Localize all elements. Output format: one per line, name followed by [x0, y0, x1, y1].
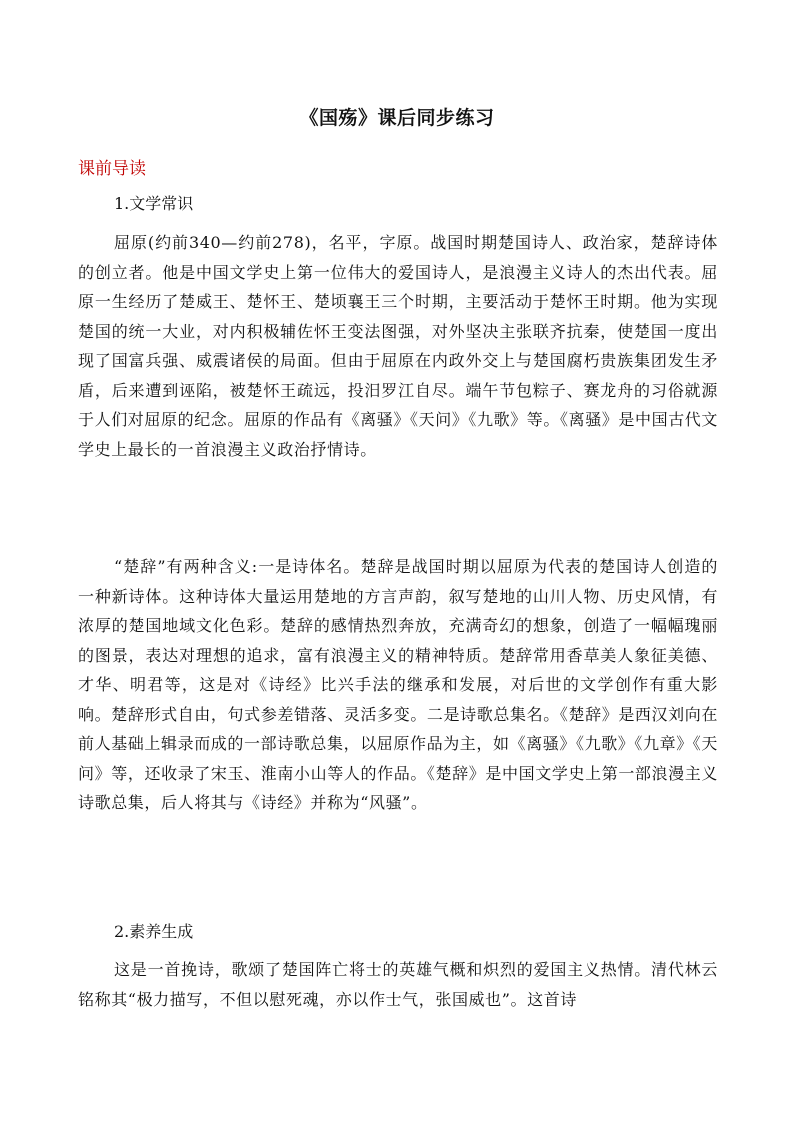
- paragraph-chu-ci: “楚辞”有两种含义:一是诗体名。楚辞是战国时期以屈原为代表的楚国诗人创造的一种新诗体。这种诗体大量运用楚地的方言声韵，叙写楚地的山川人物、历史风情，有浓厚的楚国地域文化色彩。楚辞的感情热烈奔放，充满奇幻的想象，创造了一幅幅瑰丽的图景，表达对理想的追求，富有浪漫主义的精神特质。楚辞常用香草美人象征美德、才华、明君等，这是对《诗经》比兴手法的继承和发展，对后世的文学创作有重大影响。楚辞形式自由，句式参差错落、灵活多变。二是诗歌总集名。《楚辞》是西汉刘向在前人基础上辑录而成的一部诗歌总集，以屈原作品为主，如《离骚》《九歌》《九章》《天问》等，还收录了宋玉、淮南小山等人的作品。《楚辞》是中国文学史上第一部浪漫主义诗歌总集，后人将其与《诗经》并称为“风骚”。: [78, 557, 719, 812]
- page-title: 《国殇》课后同步练习: [299, 107, 495, 129]
- paragraph-elegy: 这是一首挽诗，歌颂了楚国阵亡将士的英雄气概和炽烈的爱国主义热情。清代林云铭称其“极力描写，不但以慰死魂，亦以作士气，张国威也”。这首诗: [78, 960, 718, 1009]
- subheading-literary-knowledge: 1.文学常识: [114, 194, 194, 213]
- section-heading: 课前导读: [78, 159, 146, 179]
- paragraph-qu-yuan: 屈原(约前340—约前278)，名平，字原。战国时期楚国诗人、政治家，楚辞诗体的创立者。他是中国文学史上第一位伟大的爱国诗人，是浪漫主义诗人的杰出代表。屈原一生经历了楚威王、楚怀王、楚顷襄王三个时期，主要活动于楚怀王时期。他为实现楚国的统一大业，对内积极辅佐怀王变法图强，对外坚决主张联齐抗秦，使楚国一度出现了国富兵强、威震诸侯的局面。但由于屈原在内政外交上与楚国腐朽贵族集团发生矛盾，后来遭到诬陷，被楚怀王疏远，投汨罗江自尽。端午节包粽子、赛龙舟的习俗就源于人们对屈原的纪念。屈原的作品有《离骚》《天问》《九歌》等。《离骚》是中国古代文学史上最长的一首浪漫主义政治抒情诗。: [78, 233, 719, 459]
- subheading-literacy: 2.素养生成: [114, 922, 194, 941]
